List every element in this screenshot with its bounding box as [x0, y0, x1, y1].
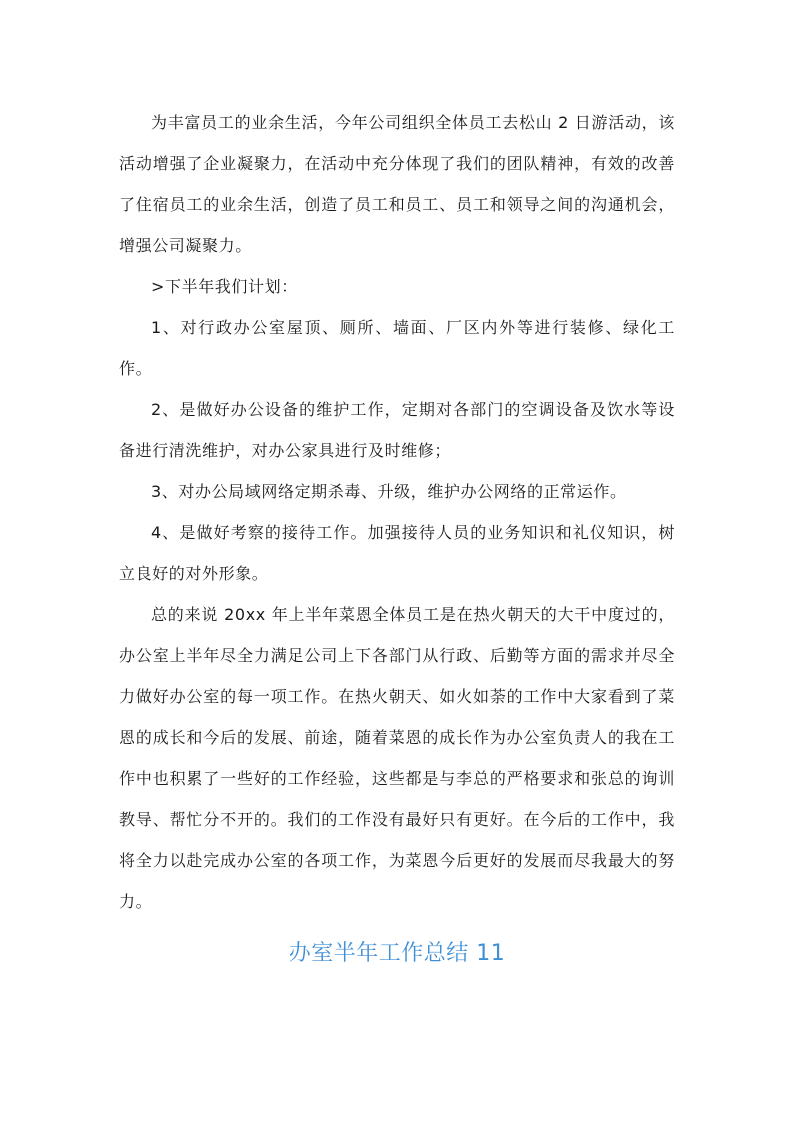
paragraph-plan-item-2: 2、是做好办公设备的维护工作，定期对各部门的空调设备及饮水等设备进行清洗维护，对办公家具进行及时维修； [119, 400, 675, 460]
section-heading: 办室半年工作总结 11 [288, 941, 506, 966]
document-page [119, 102, 675, 972]
paragraph-plan-item-1: 1、对行政办公室屋顶、厕所、墙面、厂区内外等进行装修、绿化工作。 [119, 318, 675, 378]
paragraph-summary: 总的来说 20xx 年上半年菜恩全体员工是在热火朝天的大干中度过的，办公室上半年尽全力满足公司上下各部门从行政、后勤等方面的需求并尽全力做好办公室的每一项工作。在热火朝天、如火如荼的工作中大家看到了菜恩的成长和今后的发展、前途，随着菜恩的成长作为办公室负责人的我在工作中也积累了一些好的工作经验，这些都是与李总的严格要求和张总的询训教导、帮忙分不开的。我们的工作没有最好只有更好。在今后的工作中，我将全力以赴完成办公室的各项工作，为菜恩今后更好的发展而尽我最大的努力。 [119, 605, 675, 911]
paragraph-plan-item-4: 4、是做好考察的接待工作。加强接待人员的业务知识和礼仪知识，树立良好的对外形象。 [119, 523, 675, 583]
paragraph-plan-item-3: 3、对办公局域网络定期杀毒、升级，维护办公网络的正常运作。 [151, 482, 627, 501]
paragraph-plan-intro: >下半年我们计划： [151, 277, 298, 296]
paragraph-activity: 为丰富员工的业余生活，今年公司组织全体员工去松山 2 日游活动，该活动增强了企业凝聚力，在活动中充分体现了我们的团队精神，有效的改善了住宿员工的业余生活，创造了员工和员工、员工和领导之间的沟通机会，增强公司凝聚力。 [119, 113, 675, 255]
